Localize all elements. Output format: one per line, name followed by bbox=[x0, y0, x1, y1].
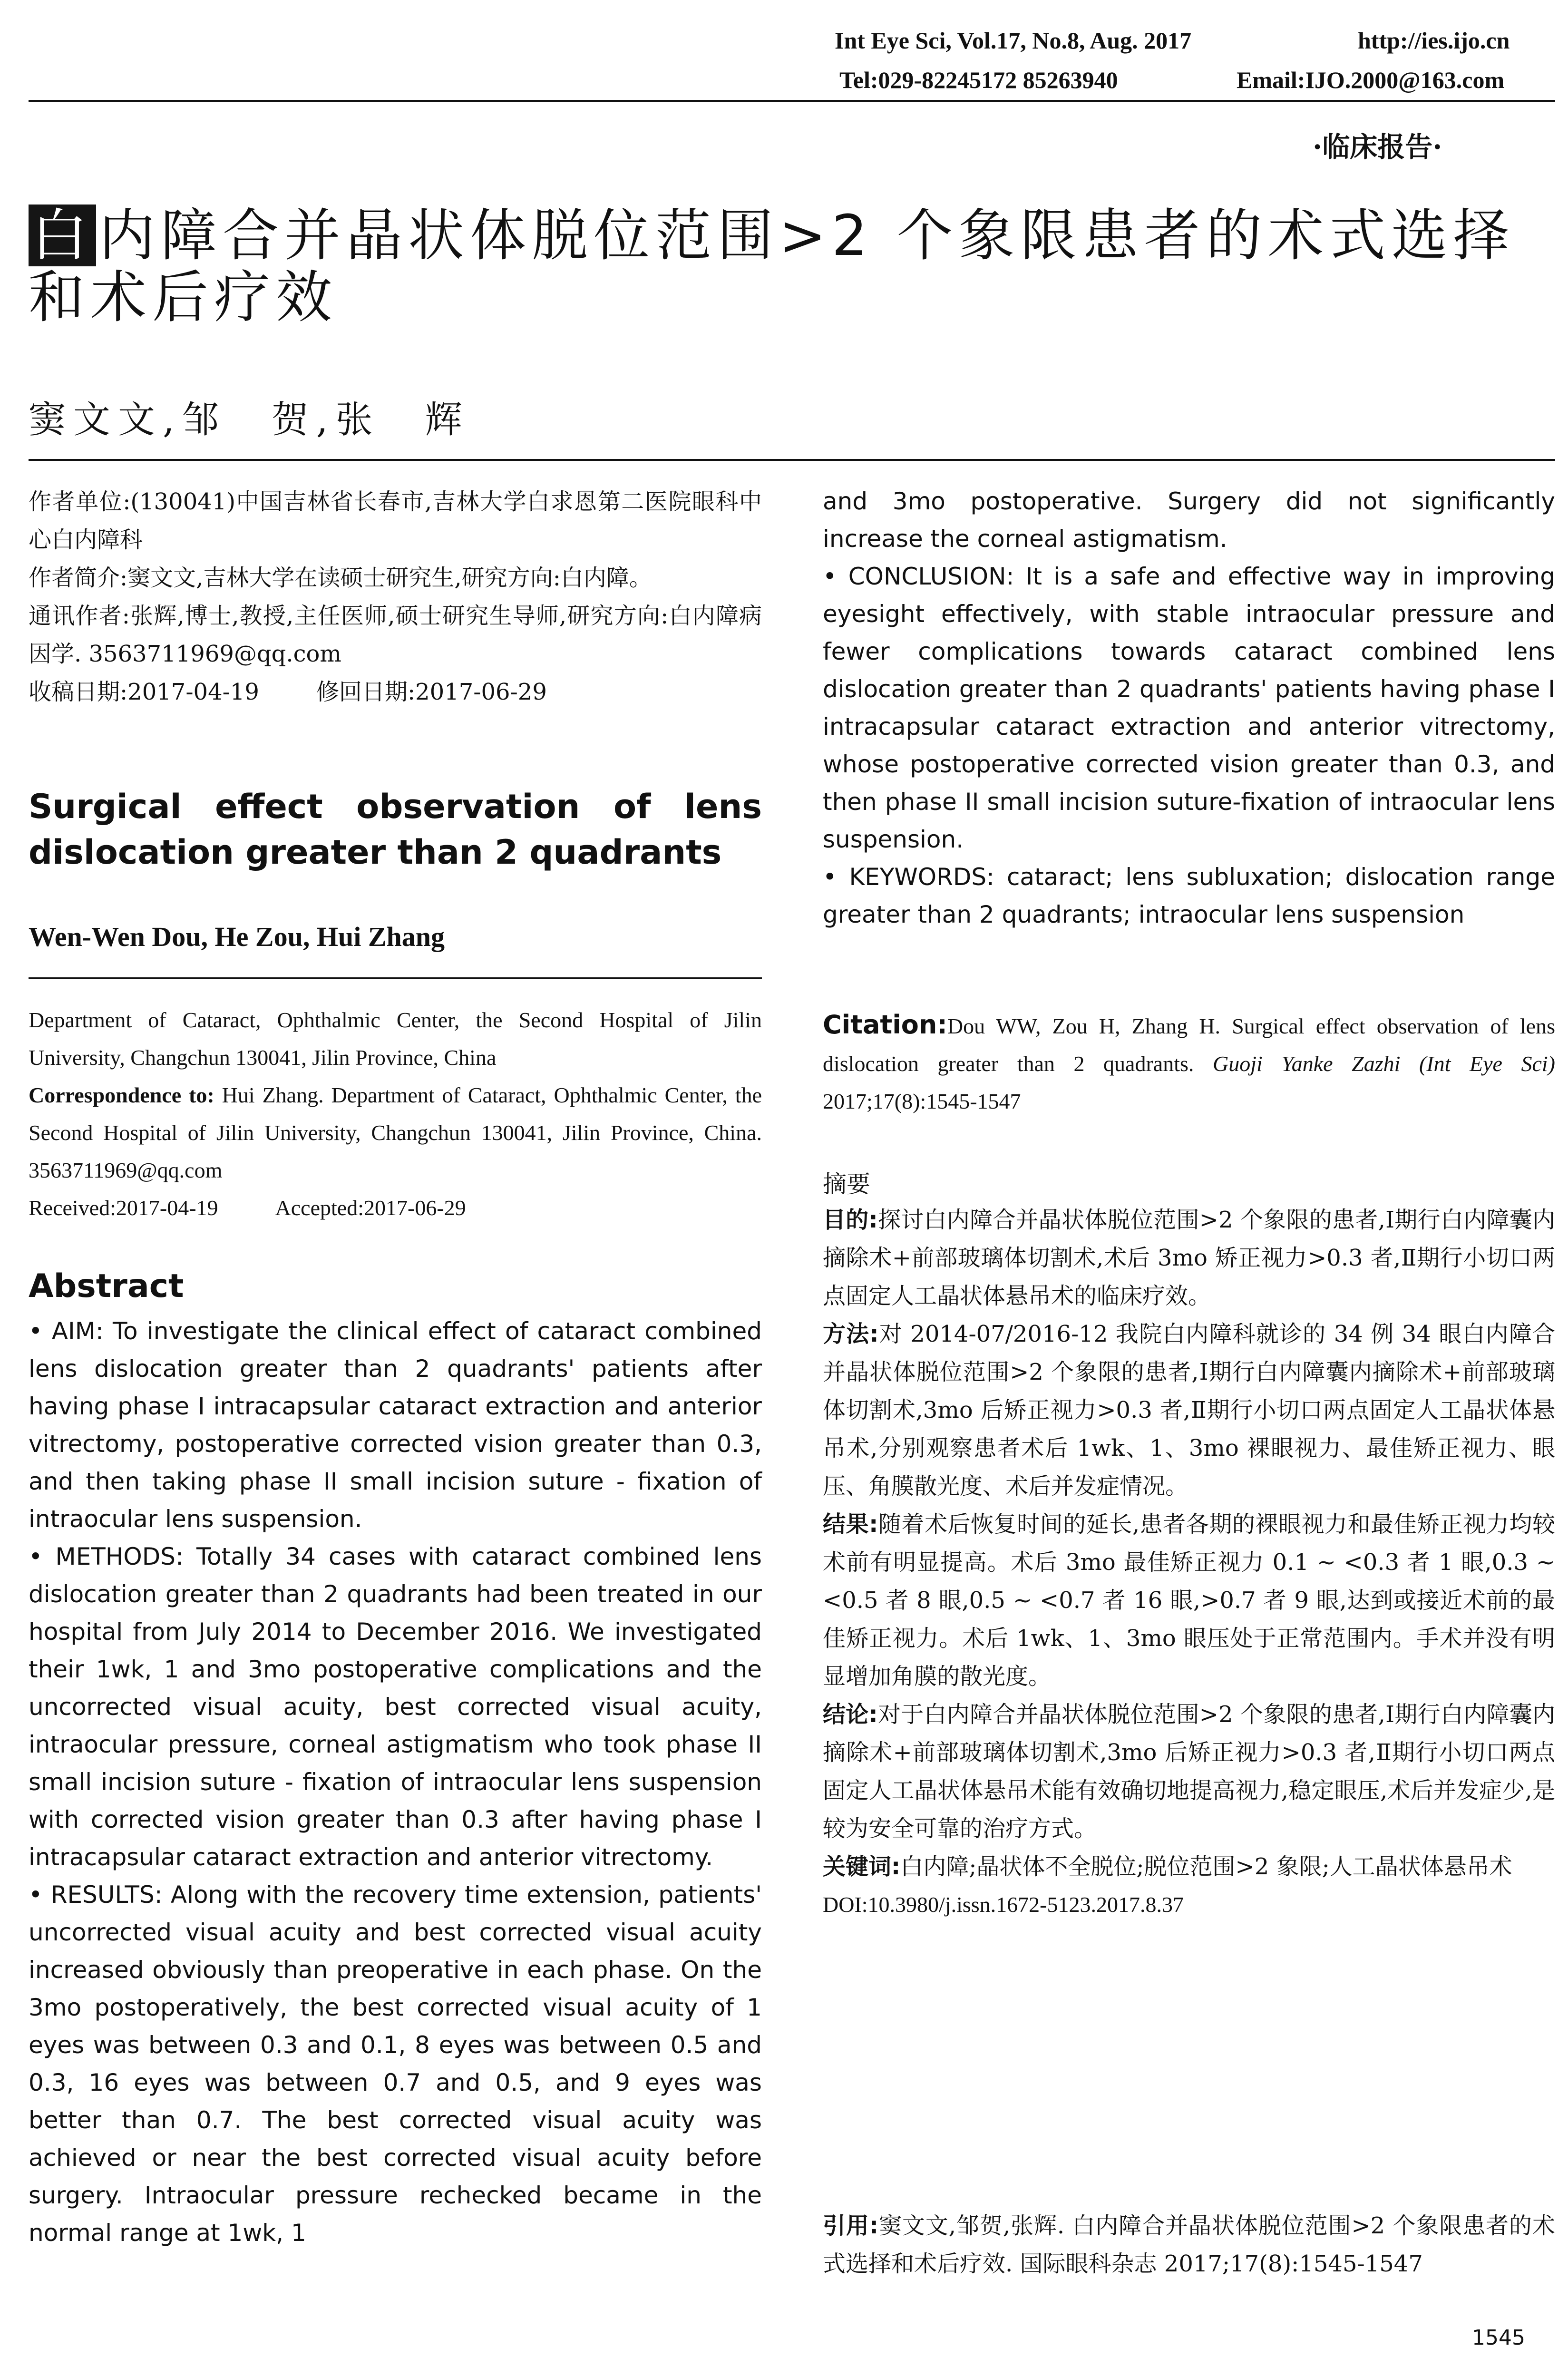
journal-tel: Tel:029-82245172 85263940 bbox=[839, 67, 1118, 93]
journal-info: Int Eye Sci, Vol.17, No.8, Aug. 2017 bbox=[835, 27, 1192, 54]
abstract-conclusion bbox=[823, 558, 1555, 858]
abstract-results-cont: and 3mo postoperative. Surgery did not significantly increase the corneal astigmatism. bbox=[823, 487, 1555, 553]
zh-citation-block bbox=[823, 2207, 1555, 2283]
header-rule bbox=[29, 100, 1555, 102]
abstract-methods bbox=[29, 1538, 762, 1876]
en-affiliation: Department of Cataract, Ophthalmic Center, the Second Hospital of Jilin University, Changchun 130041, Jilin Province, China bbox=[29, 1008, 762, 1070]
zh-aim-label: 目的: bbox=[823, 1207, 878, 1233]
english-title: Surgical effect observation of lens dislocation greater than 2 quadrants bbox=[29, 787, 762, 872]
zh-keywords bbox=[823, 1848, 1555, 1886]
aim-text: To investigate the clinical effect of cataract combined lens dislocation greater than 2 quadrants' patients after having phase I intracapsular cataract extraction and anterior vitrectomy, postoperative corrected vision greater than 0.3, and then taking phase II small incision suture - fixation of intraocular lens suspension. bbox=[29, 1317, 762, 1533]
en-correspondence bbox=[29, 1076, 762, 1189]
correspondence-label: Correspondence to: bbox=[29, 1083, 214, 1107]
zh-methods-label: 方法: bbox=[823, 1321, 879, 1347]
cn-received: 收稿日期:2017-04-19 bbox=[29, 679, 259, 705]
zh-keywords-text: 白内障;晶状体不全脱位;脱位范围>2 象限;人工晶状体悬吊术 bbox=[900, 1853, 1512, 1880]
citation-block bbox=[823, 1006, 1555, 1120]
methods-label: • METHODS: bbox=[29, 1543, 184, 1570]
zh-aim bbox=[823, 1201, 1555, 1315]
cn-correspondence: 通讯作者:张辉,博士,教授,主任医师,硕士研究生导师,研究方向:白内障病因学. 3563711969@qq.com bbox=[29, 603, 762, 667]
article-category: ·临床报告· bbox=[1313, 131, 1442, 163]
zh-methods bbox=[823, 1315, 1555, 1505]
zh-aim-text: 探讨白内障合并晶状体脱位范围>2 个象限的患者,Ⅰ期行白内障囊内摘除术+前部玻璃体切割术,术后 3mo 矫正视力>0.3 者,Ⅱ期行小切口两点固定人工晶状体悬吊术的临床疗效。 bbox=[823, 1207, 1555, 1309]
abstract-left bbox=[29, 1313, 762, 2252]
zh-conclusion-label: 结论: bbox=[823, 1701, 878, 1728]
en-accepted: Accepted:2017-06-29 bbox=[275, 1196, 466, 1220]
zh-results-label: 结果: bbox=[823, 1511, 878, 1538]
conclusion-label: • CONCLUSION: bbox=[823, 563, 1014, 590]
cn-author-profile: 作者简介:窦文文,吉林大学在读硕士研究生,研究方向:白内障。 bbox=[29, 565, 652, 591]
cn-dates bbox=[29, 673, 762, 711]
methods-text: Totally 34 cases with cataract combined lens dislocation greater than 2 quadrants had been treated in our hospital from July 2014 to December 2016. We investigated their 1wk, 1 and 3mo postoperative complications and the uncorrected visual acuity, best corrected visual acuity, intraocular pressure, corneal astigmatism who took phase II small incision suture - fixation of intraocular lens suspension with corrected vision greater than 0.3 after having phase I intracapsular cataract extraction and anterior vitrectomy. bbox=[29, 1543, 762, 1871]
zh-doi[interactable]: DOI:10.3980/j.issn.1672-5123.2017.8.37 bbox=[823, 1892, 1184, 1917]
zh-results bbox=[823, 1505, 1555, 1695]
abstract-results bbox=[29, 1876, 762, 2252]
english-authors: Wen-Wen Dou, He Zou, Hui Zhang bbox=[29, 921, 445, 952]
en-authors-rule bbox=[29, 977, 762, 979]
keywords-label: • KEYWORDS: bbox=[823, 863, 994, 891]
aim-label: • AIM: bbox=[29, 1317, 104, 1345]
zh-conclusion-text: 对于白内障合并晶状体脱位范围>2 个象限的患者,Ⅰ期行白内障囊内摘除术+前部玻璃体切割术,3mo 后矫正视力>0.3 者,Ⅱ期行小切口两点固定人工晶状体悬吊术能有效确切地提高视力,稳定眼压,术后并发症少,是较为安全可靠的治疗方式。 bbox=[823, 1701, 1555, 1842]
citation-text-a: Dou WW, Zou H, Zhang H. Surgical effect observation of lens dislocation greater than 2 quadrants. bbox=[823, 1014, 1555, 1076]
authors-cn: 窦文文,邹 贺,张 辉 bbox=[29, 399, 470, 441]
page-number: 1545 bbox=[1472, 2326, 1525, 2350]
title-text: 内障合并晶状体脱位范围>2 个象限患者的术式选择和术后疗效 bbox=[29, 203, 1515, 330]
journal-url[interactable]: http://ies.ijo.cn bbox=[1358, 27, 1510, 54]
article-title bbox=[29, 205, 1560, 328]
title-initial: 白 bbox=[29, 205, 96, 266]
abstract-heading: Abstract bbox=[29, 1267, 184, 1305]
results-label: • RESULTS: bbox=[29, 1881, 163, 1909]
abstract-right bbox=[823, 483, 1555, 934]
cn-info-block bbox=[29, 483, 762, 711]
zh-citation-label: 引用: bbox=[823, 2212, 879, 2239]
zh-abstract-heading: 摘要 bbox=[823, 1170, 870, 1198]
en-received: Received:2017-04-19 bbox=[29, 1196, 218, 1220]
correspondence-text: Hui Zhang. Department of Cataract, Ophthalmic Center, the Second Hospital of Jilin University, Changchun 130041, Jilin Province, China. 3563711969@qq.com bbox=[29, 1083, 762, 1182]
authors-rule bbox=[29, 459, 1555, 461]
citation-journal: Guoji Yanke Zazhi (Int Eye Sci) bbox=[1212, 1052, 1556, 1076]
zh-methods-text: 对 2014-07/2016-12 我院白内障科就诊的 34 例 34 眼白内障合并晶状体脱位范围>2 个象限的患者,Ⅰ期行白内障囊内摘除术+前部玻璃体切割术,3mo 后矫正视力>0.3 者,Ⅱ期行小切口两点固定人工晶状体悬吊术,分别观察患者术后 1wk、1、3mo 裸眼视力、最佳矫正视力、眼压、角膜散光度、术后并发症情况。 bbox=[823, 1321, 1555, 1500]
citation-text-b: 2017;17(8):1545-1547 bbox=[823, 1089, 1021, 1113]
en-affiliation-block bbox=[29, 1001, 762, 1227]
conclusion-text: It is a safe and effective way in improving eyesight effectively, with stable intraocular pressure and fewer complications towards cataract combined lens dislocation greater than 2 quadrants' patients having phase I intracapsular cataract extraction and anterior vitrectomy, whose postoperative corrected vision greater than 0.3, and then phase II small incision suture-fixation of intraocular lens suspension. bbox=[823, 563, 1555, 853]
zh-keywords-label: 关键词: bbox=[823, 1853, 901, 1880]
cn-affiliation: 作者单位:(130041)中国吉林省长春市,吉林大学白求恩第二医院眼科中心白内障科 bbox=[29, 488, 762, 553]
abstract-keywords bbox=[823, 858, 1555, 934]
keywords-text: cataract; lens subluxation; dislocation range greater than 2 quadrants; intraocular lens suspension bbox=[823, 863, 1555, 928]
citation bbox=[823, 1006, 1555, 1120]
zh-abstract bbox=[823, 1201, 1555, 1923]
zh-citation-text: 窦文文,邹贺,张辉. 白内障合并晶状体脱位范围>2 个象限患者的术式选择和术后疗效. 国际眼科杂志 2017;17(8):1545-1547 bbox=[823, 2212, 1555, 2277]
journal-email[interactable]: Email:IJO.2000@163.com bbox=[1237, 67, 1505, 93]
results-text: Along with the recovery time extension, patients' uncorrected visual acuity and best corrected visual acuity increased obviously than preoperative in each phase. On the 3mo postoperatively, the best corrected visual acuity of 1 eyes was between 0.3 and 0.1, 8 eyes was between 0.5 and 0.3, 16 eyes was between 0.7 and 0.5, and 9 eyes was better than 0.7. The best corrected visual acuity was achieved or near the best corrected visual acuity before surgery. Intraocular pressure rechecked became in the normal range at 1wk, 1 bbox=[29, 1881, 762, 2247]
zh-citation bbox=[823, 2207, 1555, 2283]
abstract-aim bbox=[29, 1313, 762, 1538]
en-dates bbox=[29, 1189, 762, 1227]
citation-label: Citation: bbox=[823, 1010, 947, 1040]
zh-conclusion bbox=[823, 1695, 1555, 1848]
zh-results-text: 随着术后恢复时间的延长,患者各期的裸眼视力和最佳矫正视力均较术前有明显提高。术后 3mo 最佳矫正视力 0.1 ~ <0.3 者 1 眼,0.3 ~ <0.5 者 8 眼,0.5 ~ <0.7 者 16 眼,>0.7 者 9 眼,达到或接近术前的最佳矫正视力。术后 1wk、1、3mo 眼压处于正常范围内。手术并没有明显增加角膜的散光度。 bbox=[823, 1511, 1555, 1690]
cn-revised: 修回日期:2017-06-29 bbox=[316, 679, 547, 705]
